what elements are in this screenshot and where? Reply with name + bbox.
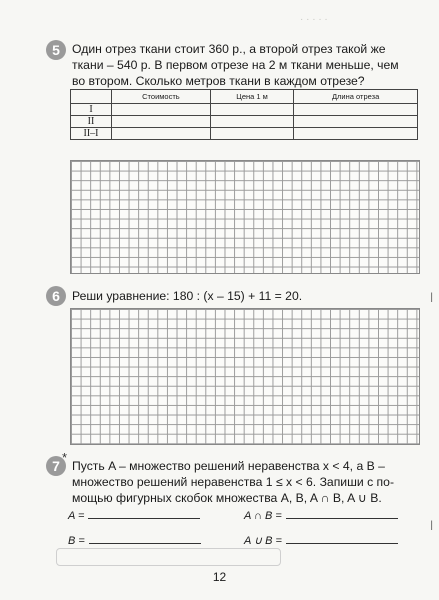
- task-5-line-3: во втором. Сколько метров ткани в каждом отрезе?: [72, 74, 365, 88]
- task-5-table: [70, 89, 418, 140]
- task-5-line-1: Один отрез ткани стоит 360 р., а второй отрез такой же: [72, 42, 386, 56]
- task-6-answer-grid[interactable]: [70, 308, 420, 445]
- table-cell[interactable]: [294, 128, 418, 140]
- table-header-length: Длина отреза: [294, 90, 418, 104]
- set-b-answer-line[interactable]: [89, 533, 201, 544]
- union-answer-line[interactable]: [286, 533, 398, 544]
- table-row: [71, 128, 418, 140]
- answer-row-a: [68, 508, 200, 522]
- page-number: 12: [212, 570, 227, 584]
- intersection-label: A ∩ B =: [244, 510, 282, 522]
- task-7-line-3: мощью фигурных скобок множества A, B, A ∩ B, A ∪ B.: [72, 491, 382, 505]
- row-label: II–I: [71, 128, 112, 140]
- bleed-through-text: · · · · ·: [300, 14, 328, 25]
- task-7-line-2: множество решений неравенства 1 ≤ x < 6. Запиши с по-: [72, 475, 394, 489]
- table-cell[interactable]: [294, 116, 418, 128]
- table-cell[interactable]: [112, 128, 211, 140]
- table-cell[interactable]: [210, 116, 293, 128]
- intersection-answer-line[interactable]: [286, 508, 398, 519]
- answer-row-b: [68, 533, 201, 547]
- table-cell[interactable]: [210, 104, 293, 116]
- task-7-text: [72, 458, 422, 506]
- table-cell[interactable]: [112, 104, 211, 116]
- table-header-blank: [71, 90, 112, 104]
- task-number-badge: 5: [46, 40, 66, 60]
- row-label: I: [71, 104, 112, 116]
- table-cell[interactable]: [210, 128, 293, 140]
- answer-row-a-intersect-b: [244, 508, 398, 522]
- task-number-badge: 7: [46, 456, 66, 476]
- table-header-cost: Стоимость: [112, 90, 211, 104]
- task-6-text: Реши уравнение: 180 : (x – 15) + 11 = 20.: [72, 289, 303, 303]
- set-b-label: B =: [68, 535, 85, 547]
- task-number-badge: 6: [46, 286, 66, 306]
- margin-mark: |: [430, 292, 433, 303]
- task-7-line-1: Пусть A – множество решений неравенства x < 4, а B –: [72, 459, 385, 473]
- margin-mark: |: [430, 520, 433, 531]
- footer-selfcheck-strip: [56, 548, 281, 566]
- table-cell[interactable]: [112, 116, 211, 128]
- task-5-text: [72, 41, 422, 89]
- answer-row-a-union-b: [244, 533, 398, 547]
- table-header-price: Цена 1 м: [210, 90, 293, 104]
- difficulty-star-icon: *: [62, 450, 68, 465]
- task-5-line-2: ткани – 540 р. В первом отрезе на 2 м ткани меньше, чем: [72, 58, 399, 72]
- task-5-answer-grid[interactable]: [70, 160, 420, 274]
- row-label: II: [71, 116, 112, 128]
- table-cell[interactable]: [294, 104, 418, 116]
- table-row: [71, 104, 418, 116]
- table-row: [71, 116, 418, 128]
- set-a-answer-line[interactable]: [88, 508, 200, 519]
- set-a-label: A =: [68, 510, 85, 522]
- union-label: A ∪ B =: [244, 535, 282, 547]
